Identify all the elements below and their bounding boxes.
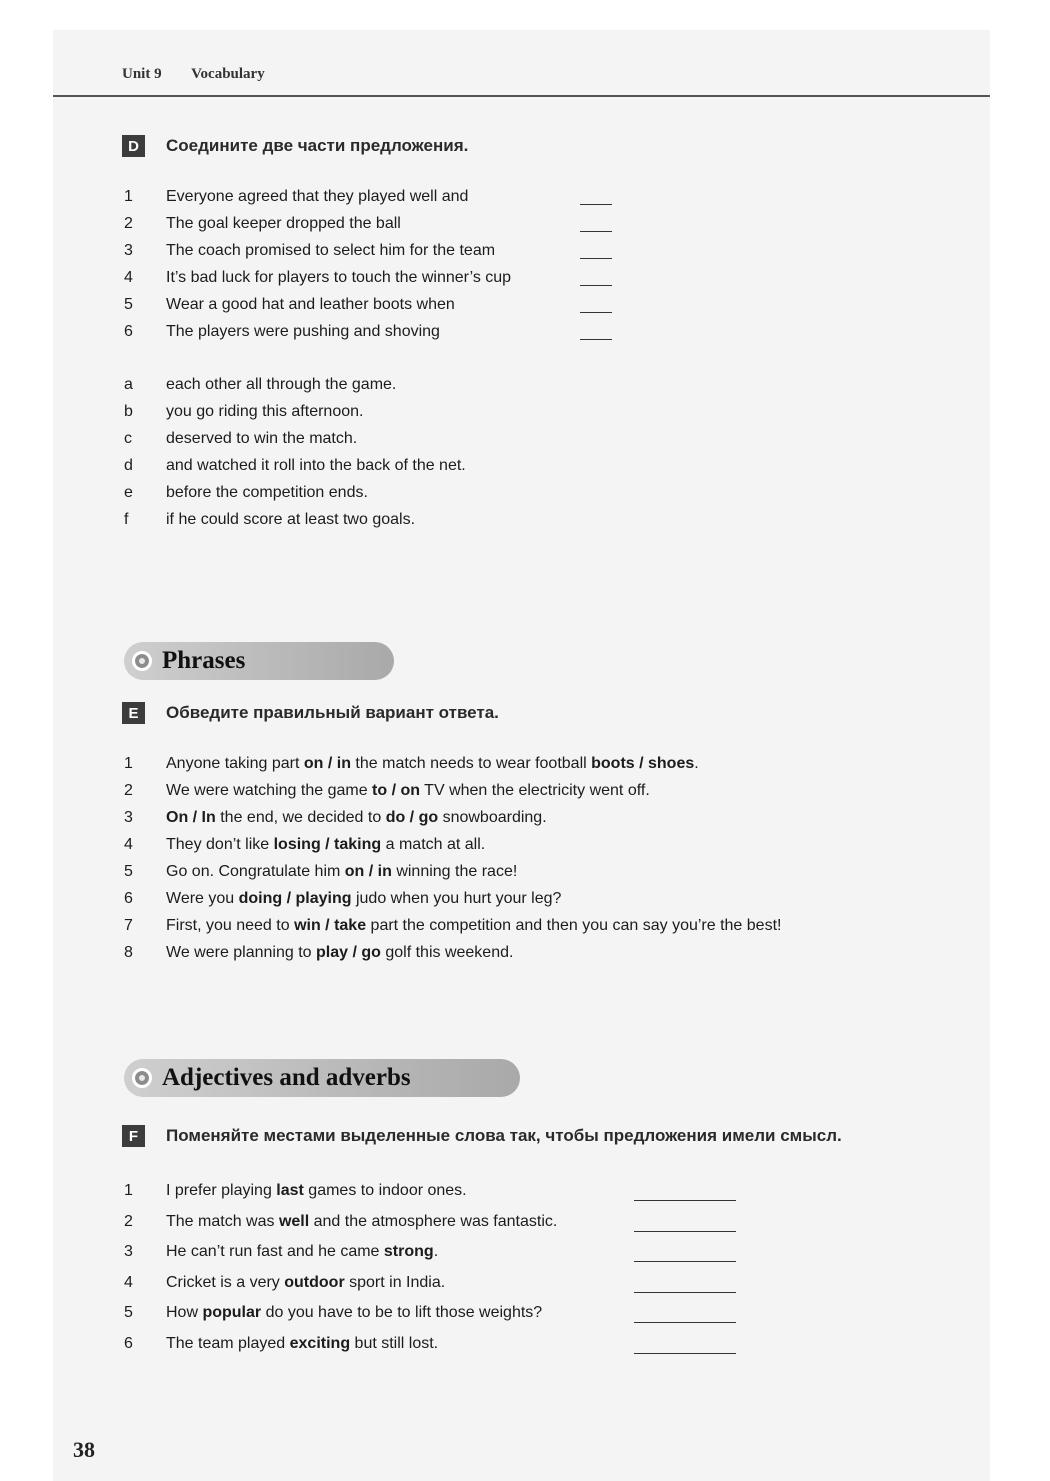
item-number: 4 <box>124 269 133 286</box>
item-text: The coach promised to select him for the team <box>166 242 496 259</box>
section-label: Vocabulary <box>191 66 265 82</box>
item-text: The goal keeper dropped the ball <box>166 215 401 232</box>
list-item <box>124 241 495 261</box>
list-item <box>124 322 440 342</box>
option-choice[interactable]: outdoor <box>284 1273 345 1291</box>
sentence-fragment: part the competition and then you can say you’re the best! <box>366 917 782 934</box>
sentence-fragment: They don’t like <box>166 836 274 853</box>
answer-blank-line[interactable] <box>580 312 612 313</box>
item-number: b <box>124 403 133 420</box>
list-item <box>124 781 650 801</box>
sentence-fragment: winning the race! <box>391 863 518 880</box>
option-choice[interactable]: well <box>278 1212 310 1230</box>
adjectives-banner <box>124 1059 520 1097</box>
task-title: Соедините две части предложения. <box>166 136 469 155</box>
item-number: 5 <box>124 863 133 880</box>
sentence-fragment: and the atmosphere was fantastic. <box>309 1212 558 1230</box>
task-d-heading <box>122 135 468 157</box>
sentence-fragment: The team played <box>166 1334 290 1352</box>
sentence-fragment: Anyone taking part <box>166 755 304 772</box>
list-item <box>124 835 485 855</box>
list-item <box>124 187 468 207</box>
sentence-fragment: judo when you hurt your leg? <box>351 890 562 907</box>
option-choice[interactable]: On / In <box>166 809 216 826</box>
sentence-fragment: How <box>166 1304 203 1321</box>
banner-title: Phrases <box>162 647 246 674</box>
option-choice[interactable]: boots / shoes <box>591 755 695 772</box>
item-number: c <box>124 430 132 447</box>
list-item <box>124 754 699 774</box>
item-number: 1 <box>124 188 133 205</box>
sentence-fragment: do you have to be to lift those weights? <box>261 1304 543 1321</box>
item-text: Everyone agreed that they played well and <box>166 188 469 205</box>
list-item <box>124 1212 557 1232</box>
list-item <box>124 862 517 882</box>
sentence-fragment: The match was <box>166 1212 279 1230</box>
sentence-fragment: TV when the electricity went off. <box>420 782 650 799</box>
option-choice[interactable]: on / in <box>344 863 392 880</box>
list-item <box>124 295 455 315</box>
option-choice[interactable]: last <box>276 1182 304 1199</box>
item-number: a <box>124 376 133 393</box>
task-letter-badge: D <box>122 135 145 157</box>
answer-blank-line[interactable] <box>580 204 612 205</box>
answer-blank-line[interactable] <box>580 285 612 286</box>
list-item <box>124 429 357 449</box>
bullet-circle-icon <box>132 1068 152 1088</box>
list-item <box>124 808 547 828</box>
option-choice[interactable]: doing / playing <box>238 890 352 907</box>
item-number: 6 <box>124 323 133 340</box>
sentence-fragment: Cricket is a very <box>166 1273 285 1291</box>
item-number: 8 <box>124 944 133 961</box>
option-choice[interactable]: exciting <box>289 1334 351 1352</box>
item-number: 5 <box>124 1304 133 1321</box>
list-item <box>124 1334 438 1354</box>
answer-blank-line[interactable] <box>634 1322 736 1323</box>
list-item <box>124 1181 467 1201</box>
list-item <box>124 402 363 422</box>
option-choice[interactable]: play / go <box>316 944 381 961</box>
item-text: It’s bad luck for players to touch the winner’s cup <box>166 269 512 286</box>
phrases-banner <box>124 642 394 680</box>
item-number: 6 <box>124 1334 133 1352</box>
bullet-circle-icon <box>132 651 152 671</box>
item-text: Wear a good hat and leather boots when <box>166 296 455 313</box>
answer-blank-line[interactable] <box>634 1231 736 1232</box>
answer-blank-line[interactable] <box>634 1292 736 1293</box>
list-item <box>124 1303 542 1323</box>
option-choice[interactable]: losing / taking <box>273 836 382 853</box>
item-number: d <box>124 457 133 474</box>
item-text: deserved to win the match. <box>166 430 358 447</box>
item-number: 6 <box>124 890 133 907</box>
list-item <box>124 510 415 530</box>
item-number: 3 <box>124 1243 133 1260</box>
item-text: before the competition ends. <box>166 484 368 501</box>
sentence-fragment: Were you <box>166 890 239 907</box>
sentence-fragment: . <box>433 1243 439 1260</box>
item-text: and watched it roll into the back of the net. <box>166 457 466 474</box>
list-item <box>124 943 513 963</box>
task-letter-badge: E <box>122 702 145 724</box>
task-title: Обведите правильный вариант ответа. <box>166 703 499 722</box>
sentence-fragment: the end, we decided to <box>215 809 386 826</box>
page-number: 38 <box>73 1437 95 1462</box>
sentence-fragment: golf this weekend. <box>380 944 514 961</box>
list-item <box>124 456 466 476</box>
answer-blank-line[interactable] <box>580 231 612 232</box>
option-choice[interactable]: on / in <box>303 755 351 772</box>
item-number: 4 <box>124 836 133 853</box>
item-number: 2 <box>124 782 133 799</box>
unit-label: Unit 9 <box>122 66 162 82</box>
task-letter-badge: F <box>122 1125 145 1147</box>
item-number: 1 <box>124 755 133 772</box>
list-item <box>124 916 781 936</box>
task-f-heading <box>122 1125 842 1147</box>
item-text: each other all through the game. <box>166 376 397 393</box>
item-text: if he could score at least two goals. <box>166 511 416 528</box>
item-number: 3 <box>124 242 133 259</box>
list-item <box>124 889 561 909</box>
banner-title: Adjectives and adverbs <box>162 1064 411 1091</box>
sentence-fragment: Go on. Congratulate him <box>166 863 345 880</box>
sentence-fragment: snowboarding. <box>438 809 547 826</box>
answer-blank-line[interactable] <box>634 1353 736 1354</box>
option-choice[interactable]: popular <box>202 1304 262 1321</box>
task-title: Поменяйте местами выделенные слова так, чтобы предложения имели смысл. <box>166 1126 842 1145</box>
option-choice[interactable]: strong <box>383 1243 434 1260</box>
item-text: The players were pushing and shoving <box>166 323 440 340</box>
item-number: 1 <box>124 1182 133 1199</box>
answer-blank-line[interactable] <box>580 258 612 259</box>
list-item <box>124 483 368 503</box>
sentence-fragment: He can’t run fast and he came <box>166 1243 384 1260</box>
option-choice[interactable]: to / on <box>372 782 421 799</box>
list-item <box>124 1242 438 1262</box>
item-text: you go riding this afternoon. <box>166 403 364 420</box>
page-header <box>122 66 291 83</box>
sentence-fragment: We were watching the game <box>166 782 373 799</box>
item-number: e <box>124 484 133 501</box>
item-number: 5 <box>124 296 133 313</box>
option-choice[interactable]: win / take <box>294 917 367 934</box>
sentence-fragment: sport in India. <box>344 1273 446 1291</box>
sentence-fragment: We were planning to <box>166 944 317 961</box>
answer-blank-line[interactable] <box>634 1200 736 1201</box>
item-number: 3 <box>124 809 133 826</box>
item-number: 2 <box>124 215 133 232</box>
sentence-fragment: games to indoor ones. <box>303 1182 467 1199</box>
answer-blank-line[interactable] <box>580 339 612 340</box>
task-e-heading <box>122 702 499 724</box>
list-item <box>124 1273 445 1293</box>
item-number: 2 <box>124 1212 133 1230</box>
header-rule <box>53 95 990 97</box>
sentence-fragment: but still lost. <box>350 1334 439 1352</box>
item-number: 7 <box>124 917 133 934</box>
sentence-fragment: . <box>694 755 699 772</box>
sentence-fragment: First, you need to <box>166 917 295 934</box>
sentence-fragment: the match needs to wear football <box>350 755 592 772</box>
list-item <box>124 268 511 288</box>
item-number: f <box>124 511 129 528</box>
list-item <box>124 375 396 395</box>
sentence-fragment: a match at all. <box>381 836 486 853</box>
item-number: 4 <box>124 1273 133 1291</box>
option-choice[interactable]: do / go <box>385 809 439 826</box>
list-item <box>124 214 401 234</box>
sentence-fragment: I prefer playing <box>166 1182 277 1199</box>
answer-blank-line[interactable] <box>634 1261 736 1262</box>
